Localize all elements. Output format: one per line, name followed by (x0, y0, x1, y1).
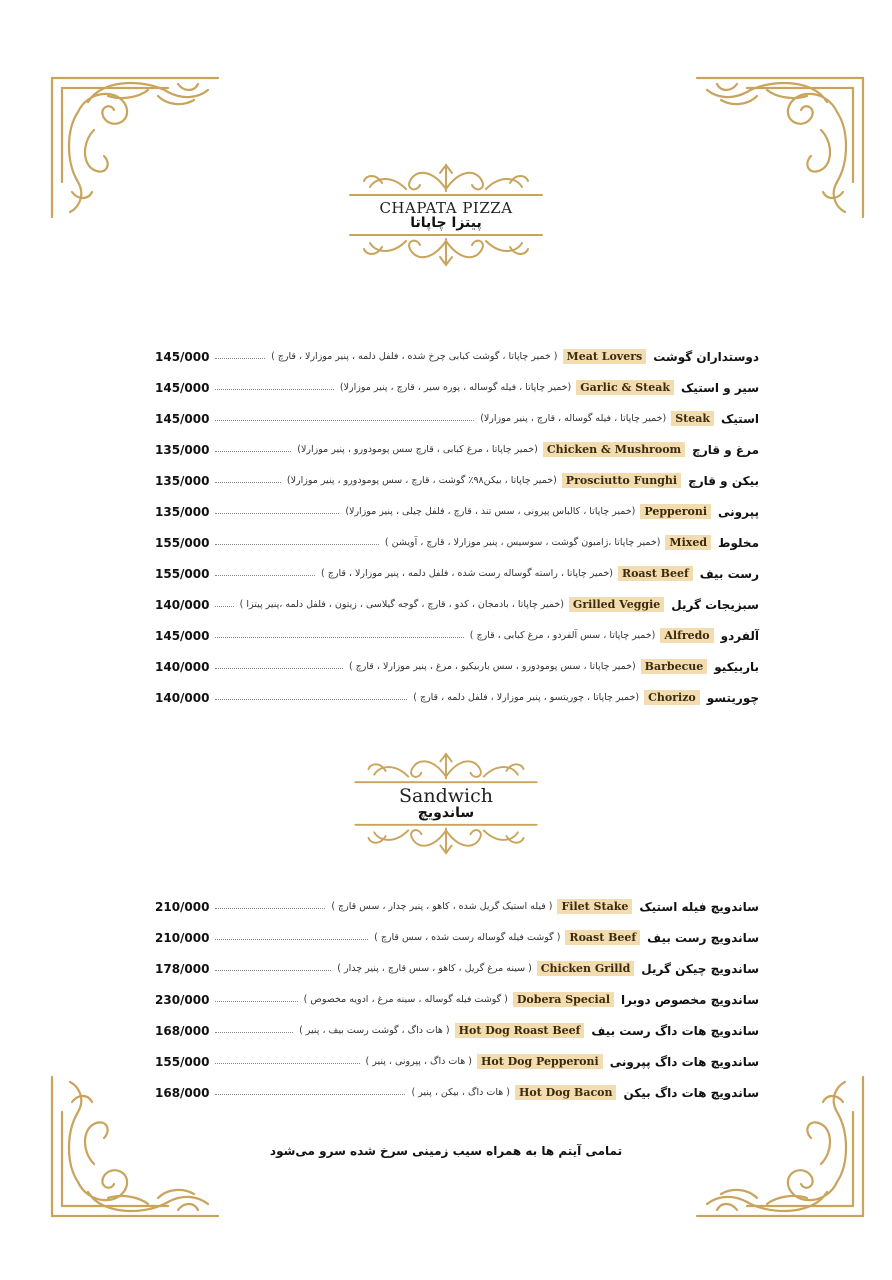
item-description: (خمیر چاپاتا ،ژامبون گوشت ، سوسیس ، پنیر موزارلا ، قارچ ، آویشن ) (384, 537, 661, 548)
item-price: 155/000 (155, 566, 210, 581)
item-tag: Filet Stake (557, 899, 632, 914)
item-description: (خمیر چاپاتا ، بادمجان ، کدو ، قارچ ، گوجه گیلاسی ، زیتون ، فلفل دلمه ،پنیر پیتزا ) (239, 599, 564, 610)
dot-leader (215, 1001, 297, 1002)
item-price: 230/000 (155, 992, 210, 1007)
item-name: ساندویچ رست بیف (647, 930, 759, 945)
menu-item (155, 341, 759, 372)
item-description: ( هات داگ ، بیکن ، پنیر ) (411, 1087, 510, 1098)
item-tag: Garlic & Steak (576, 380, 674, 395)
item-name: رست بیف (699, 566, 759, 581)
item-description: (خمیر چاپاتا ، فیله گوساله ، پوره سیر ، قارچ ، پنیر موزارلا) (339, 382, 572, 393)
pizza-title-fa: پیتزا چاپاتا (410, 215, 482, 231)
ornament-top-icon (351, 752, 541, 786)
dot-leader (215, 1094, 405, 1095)
sandwich-section-header (0, 752, 892, 855)
dot-leader (215, 451, 291, 452)
menu-item (155, 984, 759, 1015)
item-name: استیک (721, 411, 759, 426)
item-name: باربیکیو (714, 659, 759, 674)
dot-leader (215, 358, 265, 359)
menu-item (155, 1077, 759, 1108)
dot-leader (215, 482, 280, 483)
dot-leader (215, 1032, 293, 1033)
item-description: ( فیله استیک گریل شده ، کاهو ، پنیر چدار ، سس قارچ ) (331, 901, 553, 912)
item-tag: Hot Dog Roast Beef (455, 1023, 585, 1038)
item-tag: Chorizo (644, 690, 700, 705)
item-name: ساندویچ چیکن گریل (641, 961, 759, 976)
sandwich-menu-list (155, 891, 759, 1108)
menu-item (155, 558, 759, 589)
item-name: ساندویچ هات داگ پپرونی (609, 1054, 759, 1069)
item-name: ساندویچ فیله استیک (639, 899, 759, 914)
item-description: (خمیر چاپاتا ، سس پومودورو ، سس باربیکیو ، مرغ ، پنیر موزارلا ، قارچ ) (348, 661, 636, 672)
item-description: (خمیر چاپاتا ، بیکن۹۸٪ گوشت ، قارچ ، سس پومودورو ، پنیر موزارلا) (286, 475, 557, 486)
item-description: (خمیر چاپاتا ، چوریتسو ، پنیر موزارلا ، فلفل دلمه ، قارچ ) (413, 692, 640, 703)
item-price: 135/000 (155, 442, 210, 457)
ornament-bottom-icon (346, 231, 546, 267)
dot-leader (215, 420, 474, 421)
item-name: دوستداران گوشت (653, 349, 759, 364)
item-price: 135/000 (155, 473, 210, 488)
menu-item (155, 434, 759, 465)
item-description: (خمیر چاپاتا ، سس آلفردو ، مرغ کبابی ، قارچ ) (469, 630, 656, 641)
item-description: ( سینه مرغ گریل ، کاهو ، سس قارچ ، پنیر چدار ) (337, 963, 532, 974)
item-tag: Pepperoni (640, 504, 711, 519)
item-description: (خمیر چاپاتا ، کالباس پپرونی ، سس تند ، قارچ ، فلفل چیلی ، پنیر موزارلا) (345, 506, 636, 517)
item-name: چوریتسو (706, 690, 759, 705)
item-name: ساندویچ هات داگ رست بیف (591, 1023, 759, 1038)
menu-item (155, 403, 759, 434)
menu-item (155, 1015, 759, 1046)
sandwich-title-en: Sandwich (399, 785, 493, 807)
dot-leader (215, 908, 325, 909)
dot-leader (215, 389, 333, 390)
item-tag: Roast Beef (618, 566, 693, 581)
footer-note: تمامی آیتم ها به همراه سیب زمینی سرخ شده سرو می‌شود (269, 1144, 623, 1158)
dot-leader (215, 939, 368, 940)
item-name: مرغ و قارچ (692, 442, 759, 457)
item-name: آلفردو (720, 628, 759, 643)
item-price: 168/000 (155, 1085, 210, 1100)
item-description: (خمیر چاپاتا ، مرغ کبابی ، قارچ سس پومودورو ، پنیر موزارلا) (297, 444, 538, 455)
item-tag: Barbecue (641, 659, 708, 674)
item-tag: Hot Dog Bacon (515, 1085, 617, 1100)
item-tag: Hot Dog Pepperoni (477, 1054, 603, 1069)
item-price: 135/000 (155, 504, 210, 519)
menu-item (155, 891, 759, 922)
item-tag: Chicken Grilld (537, 961, 635, 976)
menu-item (155, 651, 759, 682)
menu-item (155, 953, 759, 984)
menu-item (155, 589, 759, 620)
item-name: ساندویچ هات داگ بیکن (623, 1085, 759, 1100)
item-tag: Steak (671, 411, 714, 426)
item-price: 145/000 (155, 411, 210, 426)
dot-leader (215, 606, 233, 607)
item-price: 155/000 (155, 1054, 210, 1069)
menu-item (155, 527, 759, 558)
item-price: 210/000 (155, 899, 210, 914)
item-tag: Alfredo (660, 628, 713, 643)
ornament-top-icon (346, 163, 546, 199)
pizza-section-header (0, 163, 892, 267)
item-tag: Mixed (665, 535, 711, 550)
item-description: ( گوشت فیله گوساله رست شده ، سس قارچ ) (374, 932, 561, 943)
item-price: 145/000 (155, 628, 210, 643)
menu-item (155, 465, 759, 496)
dot-leader (215, 575, 315, 576)
menu-item (155, 922, 759, 953)
item-price: 155/000 (155, 535, 210, 550)
item-tag: Chicken & Mushroom (543, 442, 685, 457)
item-description: ( خمیر چاپاتا ، گوشت کبابی چرخ شده ، فلفل دلمه ، پنیر موزارلا ، قارچ ) (271, 351, 558, 362)
menu-item (155, 620, 759, 651)
menu-item (155, 496, 759, 527)
item-name: بیکن و قارچ (688, 473, 759, 488)
item-name: مخلوط (718, 535, 759, 550)
item-price: 210/000 (155, 930, 210, 945)
item-description: (خمیر چاپاتا ، راسته گوساله رست شده ، فلفل دلمه ، پنیر موزارلا ، قارچ ) (321, 568, 613, 579)
dot-leader (215, 637, 463, 638)
menu-item (155, 372, 759, 403)
item-tag: Dobera Special (513, 992, 614, 1007)
dot-leader (215, 544, 378, 545)
item-description: ( گوشت فیله گوساله ، سینه مرغ ، ادویه مخصوص ) (303, 994, 508, 1005)
dot-leader (215, 699, 407, 700)
menu-item (155, 1046, 759, 1077)
item-name: ساندویچ مخصوص دوبرا (621, 992, 759, 1007)
item-tag: Roast Beef (565, 930, 640, 945)
item-tag: Grilled Veggie (569, 597, 664, 612)
sandwich-title-fa: ساندویچ (417, 805, 475, 821)
item-price: 145/000 (155, 380, 210, 395)
pizza-menu-list (155, 341, 759, 713)
item-name: سیر و استیک (681, 380, 759, 395)
item-description: (خمیر چاپاتا ، فیله گوساله ، قارچ ، پنیر موزارلا) (480, 413, 667, 424)
dot-leader (215, 1063, 359, 1064)
item-description: ( هات داگ ، گوشت رست بیف ، پنیر ) (299, 1025, 450, 1036)
item-name: پپرونی (718, 504, 759, 519)
dot-leader (215, 513, 339, 514)
menu-item (155, 682, 759, 713)
item-name: سبزیجات گریل (671, 597, 759, 612)
dot-leader (215, 668, 342, 669)
item-tag: Meat Lovers (563, 349, 647, 364)
ornament-bottom-icon (351, 821, 541, 855)
item-description: ( هات داگ ، پپرونی ، پنیر ) (365, 1056, 472, 1067)
item-price: 140/000 (155, 597, 210, 612)
item-price: 178/000 (155, 961, 210, 976)
item-price: 145/000 (155, 349, 210, 364)
item-price: 140/000 (155, 690, 210, 705)
item-price: 168/000 (155, 1023, 210, 1038)
pizza-title-en: CHAPATA PIZZA (379, 199, 513, 217)
item-tag: Prosciutto Funghi (562, 473, 681, 488)
dot-leader (215, 970, 331, 971)
item-price: 140/000 (155, 659, 210, 674)
